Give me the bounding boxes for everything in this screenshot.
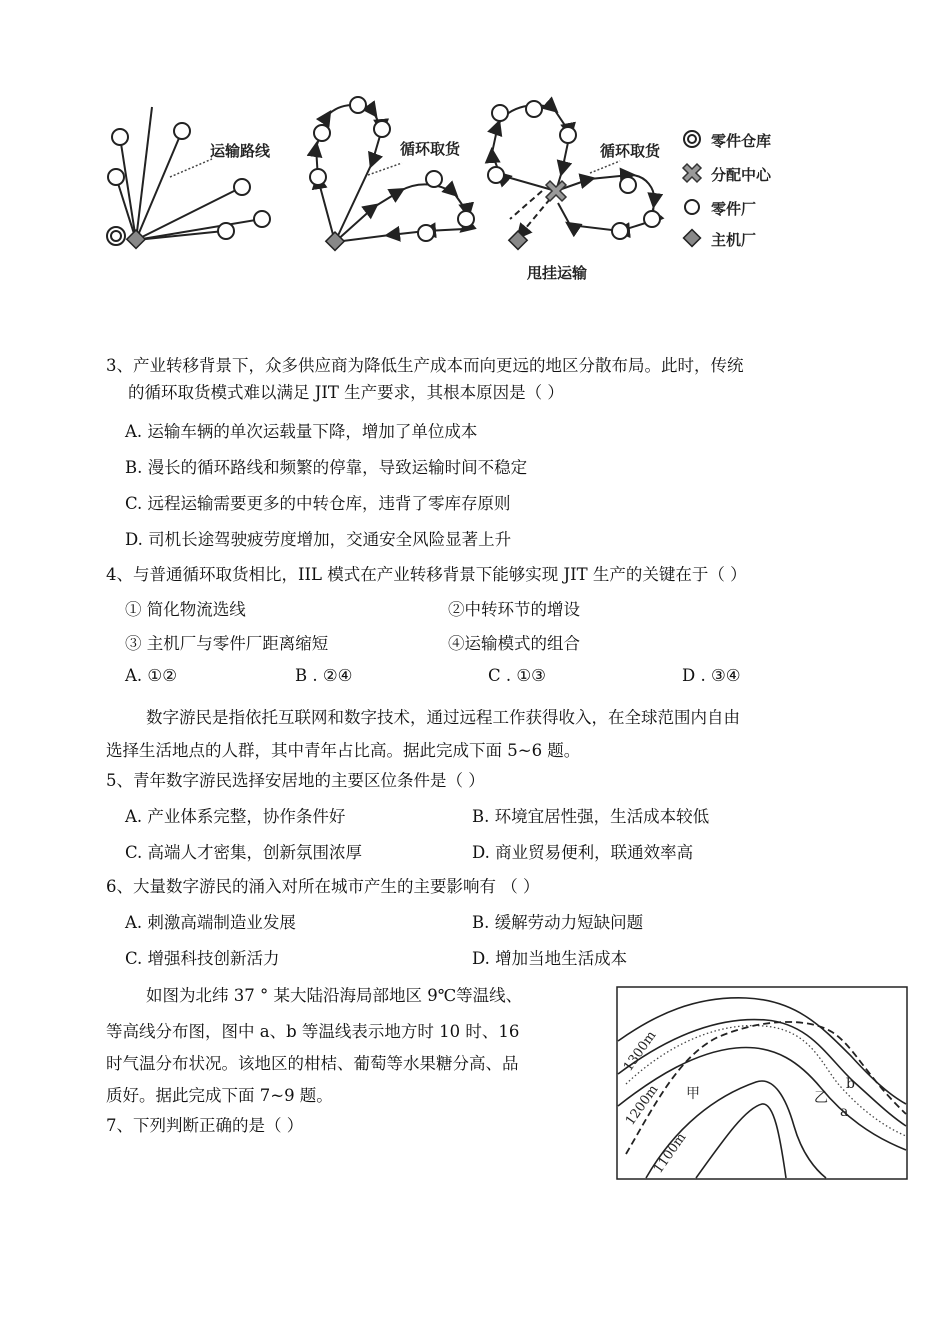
parts-factory-icon [458, 211, 474, 227]
parts-factory-icon [426, 171, 442, 187]
iil-diagram [492, 105, 654, 235]
q3-option-b: B. 漫长的循环路线和频繁的停靠，导致运输时间不稳定 [125, 458, 528, 477]
parts-warehouse-icon [107, 227, 125, 245]
passage56-line2: 选择生活地点的人群，其中青年占比高。据此完成下面 5~6 题。 [106, 741, 581, 760]
q4-item-1: ① 简化物流选线 [125, 600, 246, 619]
parts-factory-icon [612, 223, 628, 239]
parts-factory-icon [112, 129, 128, 145]
parts-factory-icon [254, 211, 270, 227]
q5-option-c: C. 高端人才密集，创新氛围浓厚 [125, 843, 363, 862]
contour-label-1300: 1300m [620, 1028, 660, 1075]
q6-option-a: A. 刺激高端制造业发展 [125, 913, 296, 932]
passage79-line2: 等高线分布图，图中 a、b 等温线表示地方时 10 时、16 [106, 1022, 520, 1041]
parts-factory-icon [492, 105, 508, 121]
passage79-line1: 如图为北纬 37 ° 某大陆沿海局部地区 9℃等温线、 [146, 986, 523, 1005]
q6-option-d: D. 增加当地生活成本 [472, 949, 628, 968]
q6-option-b: B. 缓解劳动力短缺问题 [472, 913, 644, 932]
q5-stem: 5、青年数字游民选择安居地的主要区位条件是（ ） [106, 771, 485, 790]
parts-factory-icon [234, 179, 250, 195]
q5-option-a: A. 产业体系完整，协作条件好 [125, 807, 346, 826]
parts-warehouse-icon [684, 131, 700, 147]
contour-label-1100: 1100m [650, 1130, 690, 1177]
q4-option-a: A. ①② [125, 666, 177, 685]
distribution-center-icon [683, 164, 701, 182]
parts-factory-icon [526, 101, 542, 117]
parts-factory-icon [560, 127, 576, 143]
legend-icons [683, 131, 701, 246]
q4-option-c: C . ①③ [488, 666, 546, 685]
q5-option-b: B. 环境宜居性强，生活成本较低 [472, 807, 710, 826]
legend-label-main-factory: 主机厂 [711, 231, 757, 249]
q4-option-b: B . ②④ [295, 666, 353, 685]
legend-label-distribution: 分配中心 [711, 166, 772, 184]
logistics-figure [100, 95, 800, 290]
milk-run-diagram [316, 105, 468, 242]
cycle-label-2: 循环取货 [600, 142, 661, 160]
q4-item-4: ④运输模式的组合 [448, 634, 580, 653]
isotherm-label-a: a [840, 1104, 849, 1120]
cycle-label-1: 循环取货 [400, 140, 461, 158]
parts-factory-icon [374, 121, 390, 137]
main-factory-icon [684, 230, 701, 247]
q6-option-c: C. 增强科技创新活力 [125, 949, 280, 968]
q3-stem-line1: 3、产业转移背景下，众多供应商为降低生产成本而向更远的地区分散布局。此时，传统 [106, 356, 744, 375]
distribution-center-icon [546, 181, 566, 201]
drop-transport-label: 甩挂运输 [527, 264, 588, 282]
route-label: 运输路线 [210, 142, 271, 160]
parts-factory-icon [685, 200, 699, 214]
q7-stem: 7、下列判断正确的是（ ） [106, 1116, 304, 1135]
main-factory-icon [326, 232, 344, 250]
place-label-jia: 甲 [686, 1086, 700, 1102]
passage79-line4: 质好。据此完成下面 7~9 题。 [106, 1086, 333, 1105]
q3-option-c: C. 远程运输需要更多的中转仓库，违背了零库存原则 [125, 494, 511, 513]
parts-factory-icon [488, 167, 504, 183]
place-label-yi: 乙 [814, 1090, 828, 1106]
q4-item-3: ③ 主机厂与零件厂距离缩短 [125, 634, 329, 653]
parts-factory-icon [108, 169, 124, 185]
contour-label-1200: 1200m [622, 1082, 662, 1129]
contour-map [616, 986, 908, 1180]
parts-factory-icon [350, 97, 366, 113]
q3-option-a: A. 运输车辆的单次运载量下降，增加了单位成本 [125, 422, 478, 441]
parts-factory-icon [174, 123, 190, 139]
parts-factory-icon [644, 211, 660, 227]
q4-stem: 4、与普通循环取货相比，IIL 模式在产业转移背景下能够实现 JIT 生产的关键在于（ ） [106, 565, 747, 584]
parts-factory-icon [620, 177, 636, 193]
q4-item-2: ②中转环节的增设 [448, 600, 580, 619]
parts-factory-icon [314, 125, 330, 141]
main-factory-icon [509, 231, 527, 249]
q3-option-d: D. 司机长途驾驶疲劳度增加，交通安全风险显著上升 [125, 530, 512, 549]
q4-option-d: D . ③④ [682, 666, 741, 685]
parts-factory-icon [418, 225, 434, 241]
passage79-line3: 时气温分布状况。该地区的柑桔、葡萄等水果糖分高、品 [106, 1054, 519, 1073]
legend-label-warehouse: 零件仓库 [711, 132, 772, 150]
legend-label-parts-factory: 零件厂 [711, 200, 757, 218]
isotherm-label-b: b [846, 1076, 855, 1092]
passage56-line1: 数字游民是指依托互联网和数字技术，通过远程工作获得收入，在全球范围内自由 [146, 708, 740, 727]
q6-stem: 6、大量数字游民的涌入对所在城市产生的主要影响有 （ ） [106, 877, 540, 896]
q3-stem-line2: 的循环取货模式难以满足 JIT 生产要求，其根本原因是（ ） [128, 383, 564, 402]
q5-option-d: D. 商业贸易便利，联通效率高 [472, 843, 694, 862]
parts-factory-icon [218, 223, 234, 239]
parts-factory-icon [310, 169, 326, 185]
main-factory-icon [127, 230, 145, 248]
